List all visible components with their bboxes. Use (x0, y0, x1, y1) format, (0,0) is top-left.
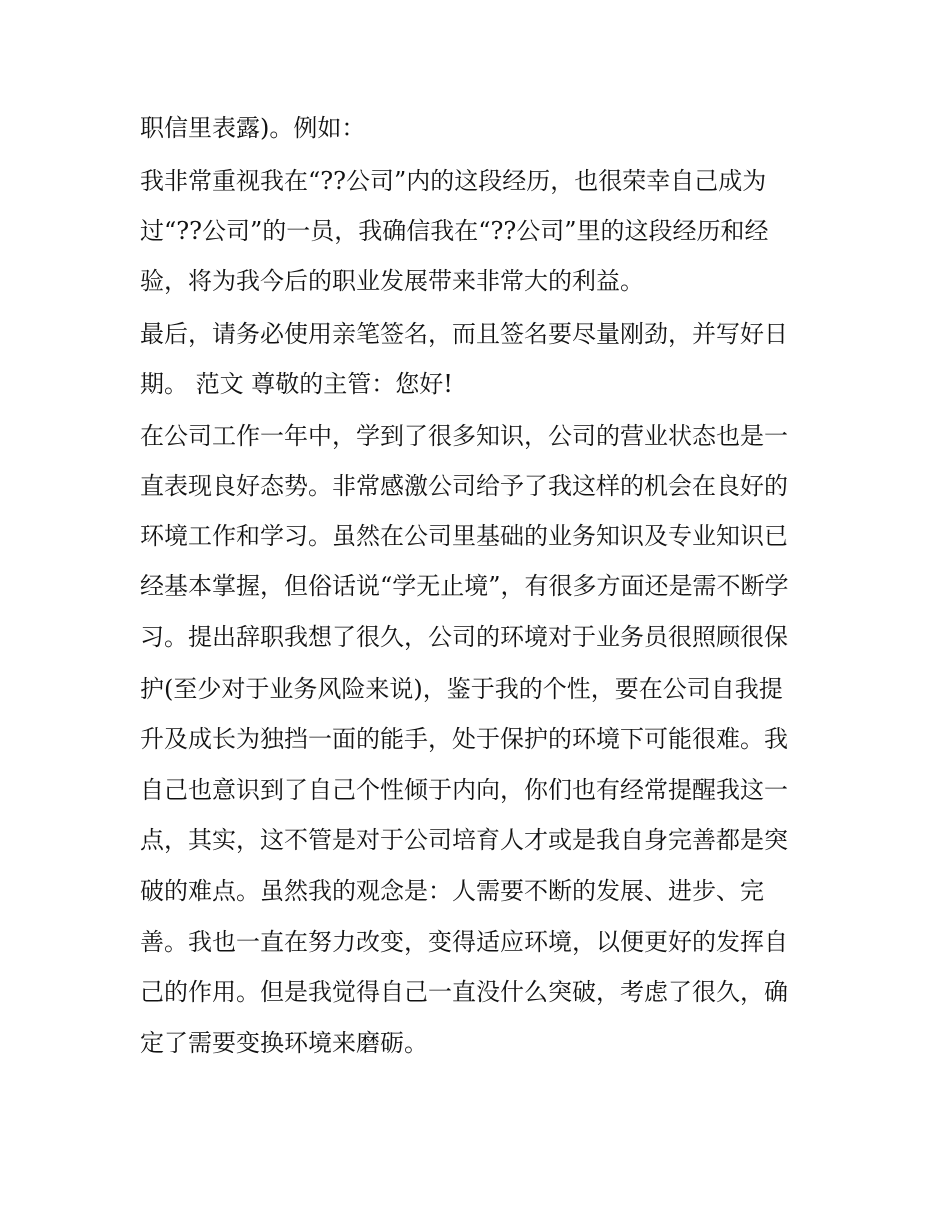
text-line: 环境工作和学习。虽然在公司里基础的业务知识及专业知识已 (140, 522, 788, 550)
text-line: 经基本掌握，但俗话说“学无止境”，有很多方面还是需不断学 (140, 572, 789, 600)
text-line: 验，将为我今后的职业发展带来非常大的利益。 (140, 267, 644, 295)
text-line: 直表现良好态势。非常感激公司给予了我这样的机会在良好的 (140, 472, 788, 500)
text-line: 点，其实，这不管是对于公司培育人才或是我自身完善都是突 (140, 826, 788, 854)
text-line: 最后，请务必使用亲笔签名，而且签名要尽量刚劲，并写好日 (140, 320, 788, 348)
text-line: 升及成长为独挡一面的能手，处于保护的环境下可能很难。我 (140, 725, 788, 753)
text-line: 习。提出辞职我想了很久，公司的环境对于业务员很照顾很保 (140, 623, 788, 651)
text-line: 定了需要变换环境来磨砺。 (140, 1029, 428, 1057)
text-line: 护(至少对于业务风险来说)，鉴于我的个性，要在公司自我提 (140, 675, 783, 703)
text-line: 期。 范文 尊敬的主管：您好! (140, 370, 453, 398)
text-line: 职信里表露)。例如： (140, 114, 366, 142)
text-line: 自己也意识到了自己个性倾于内向，你们也有经常提醒我这一 (140, 776, 788, 804)
text-line: 破的难点。虽然我的观念是：人需要不断的发展、进步、完 (140, 877, 764, 905)
text-line: 在公司工作一年中，学到了很多知识，公司的营业状态也是一 (140, 422, 788, 450)
text-line: 己的作用。但是我觉得自己一直没什么突破，考虑了很久，确 (140, 978, 788, 1006)
text-line: 过“??公司”的一员，我确信我在“??公司”里的这段经历和经 (140, 217, 769, 245)
text-line: 善。我也一直在努力改变，变得适应环境，以便更好的发挥自 (140, 928, 788, 956)
text-line: 我非常重视我在“??公司”内的这段经历，也很荣幸自己成为 (140, 167, 767, 195)
